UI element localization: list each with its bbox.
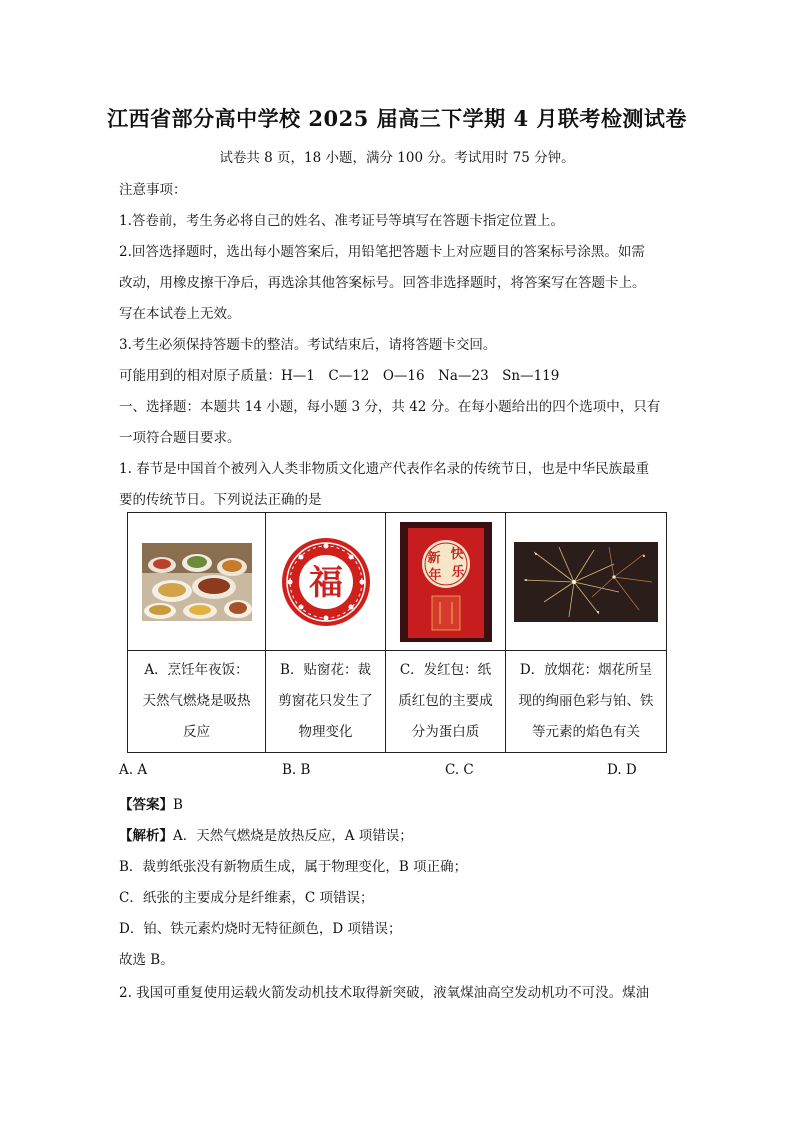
answer-value: B: [173, 797, 183, 813]
q1-analysis-line-2: B．裁剪纸张没有新物质生成，属于物理变化，B 项正确；: [119, 859, 468, 875]
q1-caption-c: C．发红包：纸 质红包的主要成 分为蛋白质: [386, 651, 506, 753]
q1-analysis-line-5: 故选 B。: [119, 952, 174, 968]
q1-stem-line-2: 要的传统节日。下列说法正确的是: [119, 492, 322, 508]
atomic-mass-line: 可能用到的相对原子质量：H—1 C—12 O—16 Na—23 Sn—119: [119, 368, 560, 384]
q1-stem-line-1: 1. 春节是中国首个被列入人类非物质文化遗产代表作名录的传统节日，也是中华民族最重: [119, 461, 650, 477]
notice-item-1: 1.答卷前，考生务必将自己的姓名、准考证号等填写在答题卡指定位置上。: [119, 213, 564, 229]
q1-analysis-line-4: D．铂、铁元素灼烧时无特征颜色，D 项错误；: [119, 921, 402, 937]
notice-item-2-line-3: 写在本试卷上无效。: [119, 306, 241, 322]
notice-item-2-line-2: 改动，用橡皮擦干净后，再选涂其他答案标号。回答非选择题时，将答案写在答题卡上。: [119, 275, 646, 291]
red-envelope-image: [400, 522, 492, 642]
paper-cut-fu-image: [280, 536, 372, 628]
analysis-label: 【解析】: [119, 828, 173, 844]
section-1-line-2: 一项符合题目要求。: [119, 430, 241, 446]
envelope-char-xin: 新: [426, 550, 441, 566]
q1-option-a: A. A: [119, 762, 148, 778]
exam-subtitle: 试卷共 8 页，18 小题，满分 100 分。考试用时 75 分钟。: [219, 150, 575, 166]
q1-caption-b: B．贴窗花：裁 剪窗花只发生了 物理变化: [266, 651, 386, 753]
q1-option-b: B. B: [282, 762, 311, 778]
q1-image-cell-d: [506, 513, 667, 651]
q1-caption-d: D．放烟花：烟花所呈 现的绚丽色彩与铂、铁 等元素的焰色有关: [506, 651, 667, 753]
q1-options-table: [127, 512, 667, 753]
q1-caption-a: A．烹饪年夜饭： 天然气燃烧是吸热 反应: [128, 651, 266, 753]
envelope-char-le: 乐: [450, 564, 465, 580]
q1-image-cell-b: [266, 513, 386, 651]
q1-option-d: D. D: [607, 762, 637, 778]
answer-label: 【答案】: [119, 797, 173, 813]
q2-stem-line-1: 2. 我国可重复使用运载火箭发动机技术取得新突破，液氧煤油高空发动机功不可没。煤油: [119, 985, 650, 1001]
q1-analysis-line-3: C．纸张的主要成分是纤维素，C 项错误；: [119, 890, 374, 906]
fireworks-photo: [514, 542, 658, 622]
q1-analysis-line-1: 【解析】A．天然气燃烧是放热反应，A 项错误；: [119, 828, 413, 844]
q1-image-cell-a: [128, 513, 266, 651]
section-1-line-1: 一、选择题：本题共 14 小题，每小题 3 分，共 42 分。在每小题给出的四个选项中，只有: [119, 399, 661, 415]
fu-character: 福: [308, 562, 343, 603]
q1-image-cell-c: [386, 513, 506, 651]
envelope-char-kuai: 快: [449, 546, 464, 562]
notice-item-2-line-1: 2.回答选择题时，选出每小题答案后，用铅笔把答题卡上对应题目的答案标号涂黑。如需: [119, 244, 645, 260]
dinner-photo: [142, 543, 252, 621]
notice-item-3: 3.考生必须保持答题卡的整洁。考试结束后，请将答题卡交回。: [119, 337, 497, 353]
notice-heading: 注意事项：: [119, 182, 187, 198]
q1-option-c: C. C: [445, 762, 474, 778]
q1-answer-line: [119, 793, 679, 813]
envelope-char-nian: 年: [427, 567, 442, 583]
exam-title: 江西省部分高中学校 2025 届高三下学期 4 月联考检测试卷: [107, 106, 687, 131]
